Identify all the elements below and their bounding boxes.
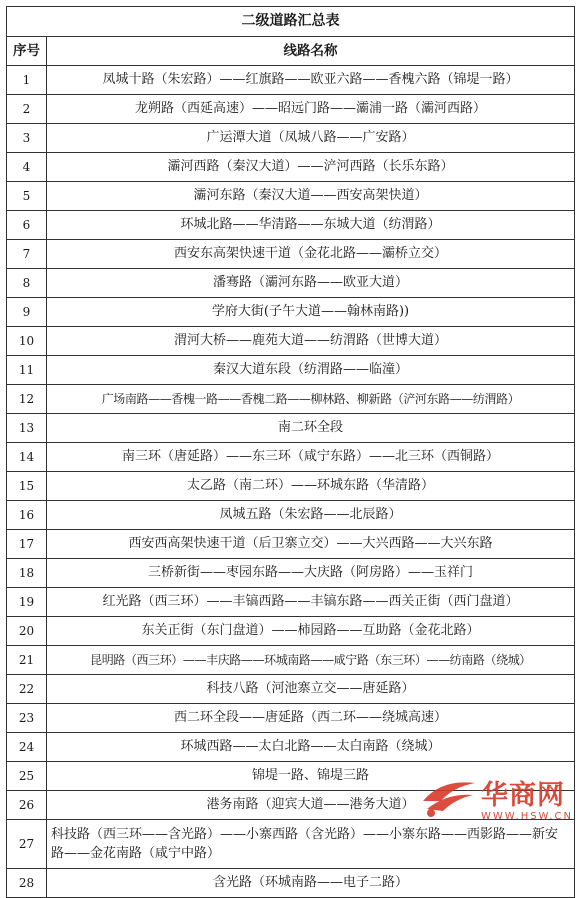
row-no: 28 xyxy=(7,869,47,898)
table-row xyxy=(7,443,575,472)
row-no: 6 xyxy=(7,211,47,240)
watermark-url: WWW.HSW.CN xyxy=(481,811,573,822)
row-no: 12 xyxy=(7,385,47,414)
table-row xyxy=(7,182,575,211)
table-row xyxy=(7,791,575,820)
table-row xyxy=(7,211,575,240)
row-no: 23 xyxy=(7,704,47,733)
row-route: 环城西路——太白北路——太白南路（绕城） xyxy=(47,733,575,762)
row-route: 西安西高架快速干道（后卫寨立交）——大兴西路——大兴东路 xyxy=(47,530,575,559)
row-no: 27 xyxy=(7,820,47,869)
table-row xyxy=(7,153,575,182)
table-title: 二级道路汇总表 xyxy=(7,7,575,37)
table-row xyxy=(7,356,575,385)
row-route: 广运潭大道（凤城八路——广安路） xyxy=(47,124,575,153)
table-row xyxy=(7,646,575,675)
table-row xyxy=(7,704,575,733)
row-no: 5 xyxy=(7,182,47,211)
row-route: 西安东高架快速干道（金花北路——灞桥立交） xyxy=(47,240,575,269)
table-row xyxy=(7,820,575,869)
row-route: 环城北路——华清路——东城大道（纺渭路） xyxy=(47,211,575,240)
row-route: 西二环全段——唐延路（西二环——绕城高速） xyxy=(47,704,575,733)
row-route: 学府大街(子午大道——翰林南路)) xyxy=(47,298,575,327)
table-row xyxy=(7,95,575,124)
table-row xyxy=(7,559,575,588)
table-row xyxy=(7,298,575,327)
table-row xyxy=(7,762,575,791)
row-no: 16 xyxy=(7,501,47,530)
table-row xyxy=(7,240,575,269)
row-route: 广场南路——香槐一路——香槐二路——柳林路、柳新路（浐河东路——纺渭路） xyxy=(47,385,575,414)
table-row xyxy=(7,675,575,704)
row-no: 11 xyxy=(7,356,47,385)
row-route: 红光路（西三环）——丰镐西路——丰镐东路——西关正街（西门盘道） xyxy=(47,588,575,617)
header-no: 序号 xyxy=(7,37,47,66)
row-route: 凤城五路（朱宏路——北辰路） xyxy=(47,501,575,530)
row-no: 26 xyxy=(7,791,47,820)
row-no: 9 xyxy=(7,298,47,327)
row-no: 25 xyxy=(7,762,47,791)
row-route: 东关正街（东门盘道）——柿园路——互助路（金花北路） xyxy=(47,617,575,646)
row-route: 三桥新街——枣园东路——大庆路（阿房路）——玉祥门 xyxy=(47,559,575,588)
row-route: 科技八路（河池寨立交——唐延路） xyxy=(47,675,575,704)
table-row xyxy=(7,66,575,95)
table-title-row xyxy=(7,7,575,37)
row-route: 昆明路（西三环）——丰庆路——环城南路——咸宁路（东三环）——纺南路（绕城） xyxy=(47,646,575,675)
row-route: 科技路（西三环——含光路）——小寨西路（含光路）——小寨东路——西影路——新安路——金花南路（咸宁中路） xyxy=(47,820,575,869)
table-row xyxy=(7,733,575,762)
row-route: 灞河西路（秦汉大道）——浐河西路（长乐东路） xyxy=(47,153,575,182)
table-row xyxy=(7,530,575,559)
row-route: 太乙路（南二环）——环城东路（华清路） xyxy=(47,472,575,501)
road-summary-table xyxy=(6,6,575,898)
row-no: 17 xyxy=(7,530,47,559)
row-no: 21 xyxy=(7,646,47,675)
table-row xyxy=(7,124,575,153)
row-route: 渭河大桥——鹿苑大道——纺渭路（世博大道） xyxy=(47,327,575,356)
row-route: 锦堤一路、锦堤三路 xyxy=(47,762,575,791)
table-row xyxy=(7,869,575,898)
row-no: 19 xyxy=(7,588,47,617)
row-no: 4 xyxy=(7,153,47,182)
table-row xyxy=(7,385,575,414)
row-route: 灞河东路（秦汉大道——西安高架快道） xyxy=(47,182,575,211)
row-route: 南二环全段 xyxy=(47,414,575,443)
watermark-brand: 华商网 xyxy=(481,780,565,811)
row-route: 凤城十路（朱宏路）——红旗路——欧亚六路——香槐六路（锦堤一路） xyxy=(47,66,575,95)
row-no: 13 xyxy=(7,414,47,443)
row-route: 潘骞路（灞河东路——欧亚大道） xyxy=(47,269,575,298)
row-no: 18 xyxy=(7,559,47,588)
row-no: 2 xyxy=(7,95,47,124)
table-row xyxy=(7,269,575,298)
table-row xyxy=(7,588,575,617)
table-row xyxy=(7,327,575,356)
row-no: 22 xyxy=(7,675,47,704)
row-route: 南三环（唐延路）——东三环（咸宁东路）——北三环（西铜路） xyxy=(47,443,575,472)
table-row xyxy=(7,501,575,530)
row-no: 20 xyxy=(7,617,47,646)
row-route: 秦汉大道东段（纺渭路——临潼） xyxy=(47,356,575,385)
table-header-row xyxy=(7,37,575,66)
row-route: 港务南路（迎宾大道——港务大道） xyxy=(47,791,575,820)
road-summary-sheet xyxy=(6,6,574,898)
row-route: 含光路（环城南路——电子二路） xyxy=(47,869,575,898)
row-no: 10 xyxy=(7,327,47,356)
header-route: 线路名称 xyxy=(47,37,575,66)
table-row xyxy=(7,617,575,646)
row-no: 3 xyxy=(7,124,47,153)
row-no: 1 xyxy=(7,66,47,95)
row-no: 14 xyxy=(7,443,47,472)
row-no: 15 xyxy=(7,472,47,501)
row-no: 24 xyxy=(7,733,47,762)
row-no: 8 xyxy=(7,269,47,298)
table-row xyxy=(7,414,575,443)
row-no: 7 xyxy=(7,240,47,269)
table-row xyxy=(7,472,575,501)
row-route: 龙朔路（西延高速）——昭远门路——灞浦一路（灞河西路） xyxy=(47,95,575,124)
